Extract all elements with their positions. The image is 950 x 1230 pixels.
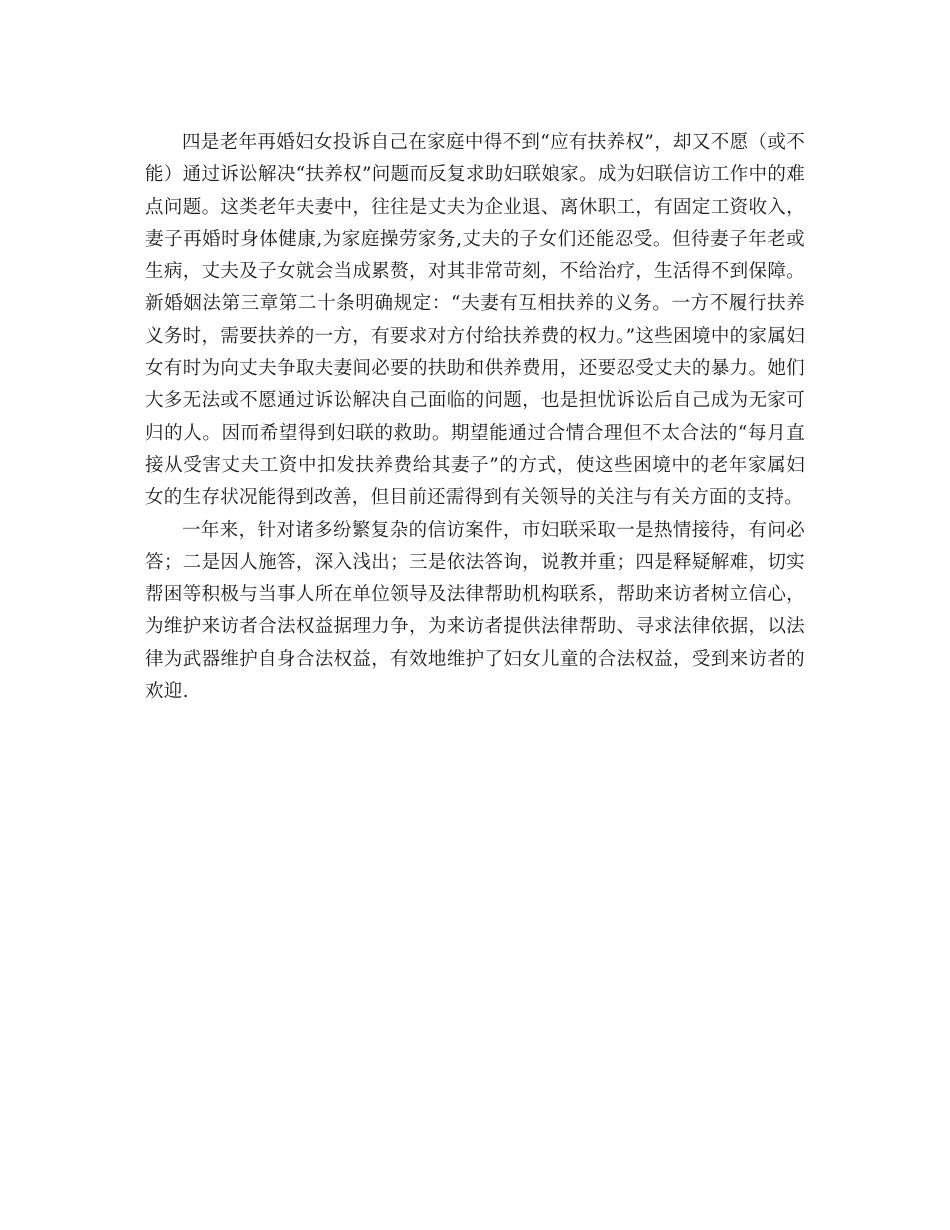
- document-body: [145, 127, 805, 708]
- paragraph-annual-summary: 一年来，针对诸多纷繁复杂的信访案件，市妇联采取一是热情接待，有问必答；二是因人施答，深入浅出；三是依法答询，说教并重；四是释疑解难，切实帮困等积极与当事人所在单位领导及法律帮助机构联系，帮助来访者树立信心，为维护来访者合法权益据理力争，为来访者提供法律帮助、寻求法律依据，以法律为武器维护自身合法权益，有效地维护了妇女儿童的合法权益，受到来访者的欢迎.: [145, 519, 805, 703]
- paragraph-elderly-remarriage: 四是老年再婚妇女投诉自己在家庭中得不到“应有扶养权”，却又不愿（或不能）通过诉讼解决“扶养权”问题而反复求助妇联娘家。成为妇联信访工作中的难点问题。这类老年夫妻中，往往是丈夫为企业退、离休职工，有固定工资收入，妻子再婚时身体健康,为家庭操劳家务,丈夫的子女们还能忍受。但待妻子年老或生病，丈夫及子女就会当成累赘，对其非常苛刻，不给治疗，生活得不到保障。新婚姻法第三章第二十条明确规定：“夫妻有互相扶养的义务。一方不履行扶养义务时，需要扶养的一方，有要求对方付给扶养费的权力。”这些困境中的家属妇女有时为向丈夫争取夫妻间必要的扶助和供养费用，还要忍受丈夫的暴力。她们大多无法或不愿通过诉讼解决自己面临的问题，也是担忧诉讼后自己成为无家可归的人。因而希望得到妇联的救助。期望能通过合情合理但不太合法的“每月直接从受害丈夫工资中扣发扶养费给其妻子”的方式，使这些困境中的老年家属妇女的生存状况能得到改善，但目前还需得到有关领导的关注与有关方面的支持。: [145, 132, 805, 509]
